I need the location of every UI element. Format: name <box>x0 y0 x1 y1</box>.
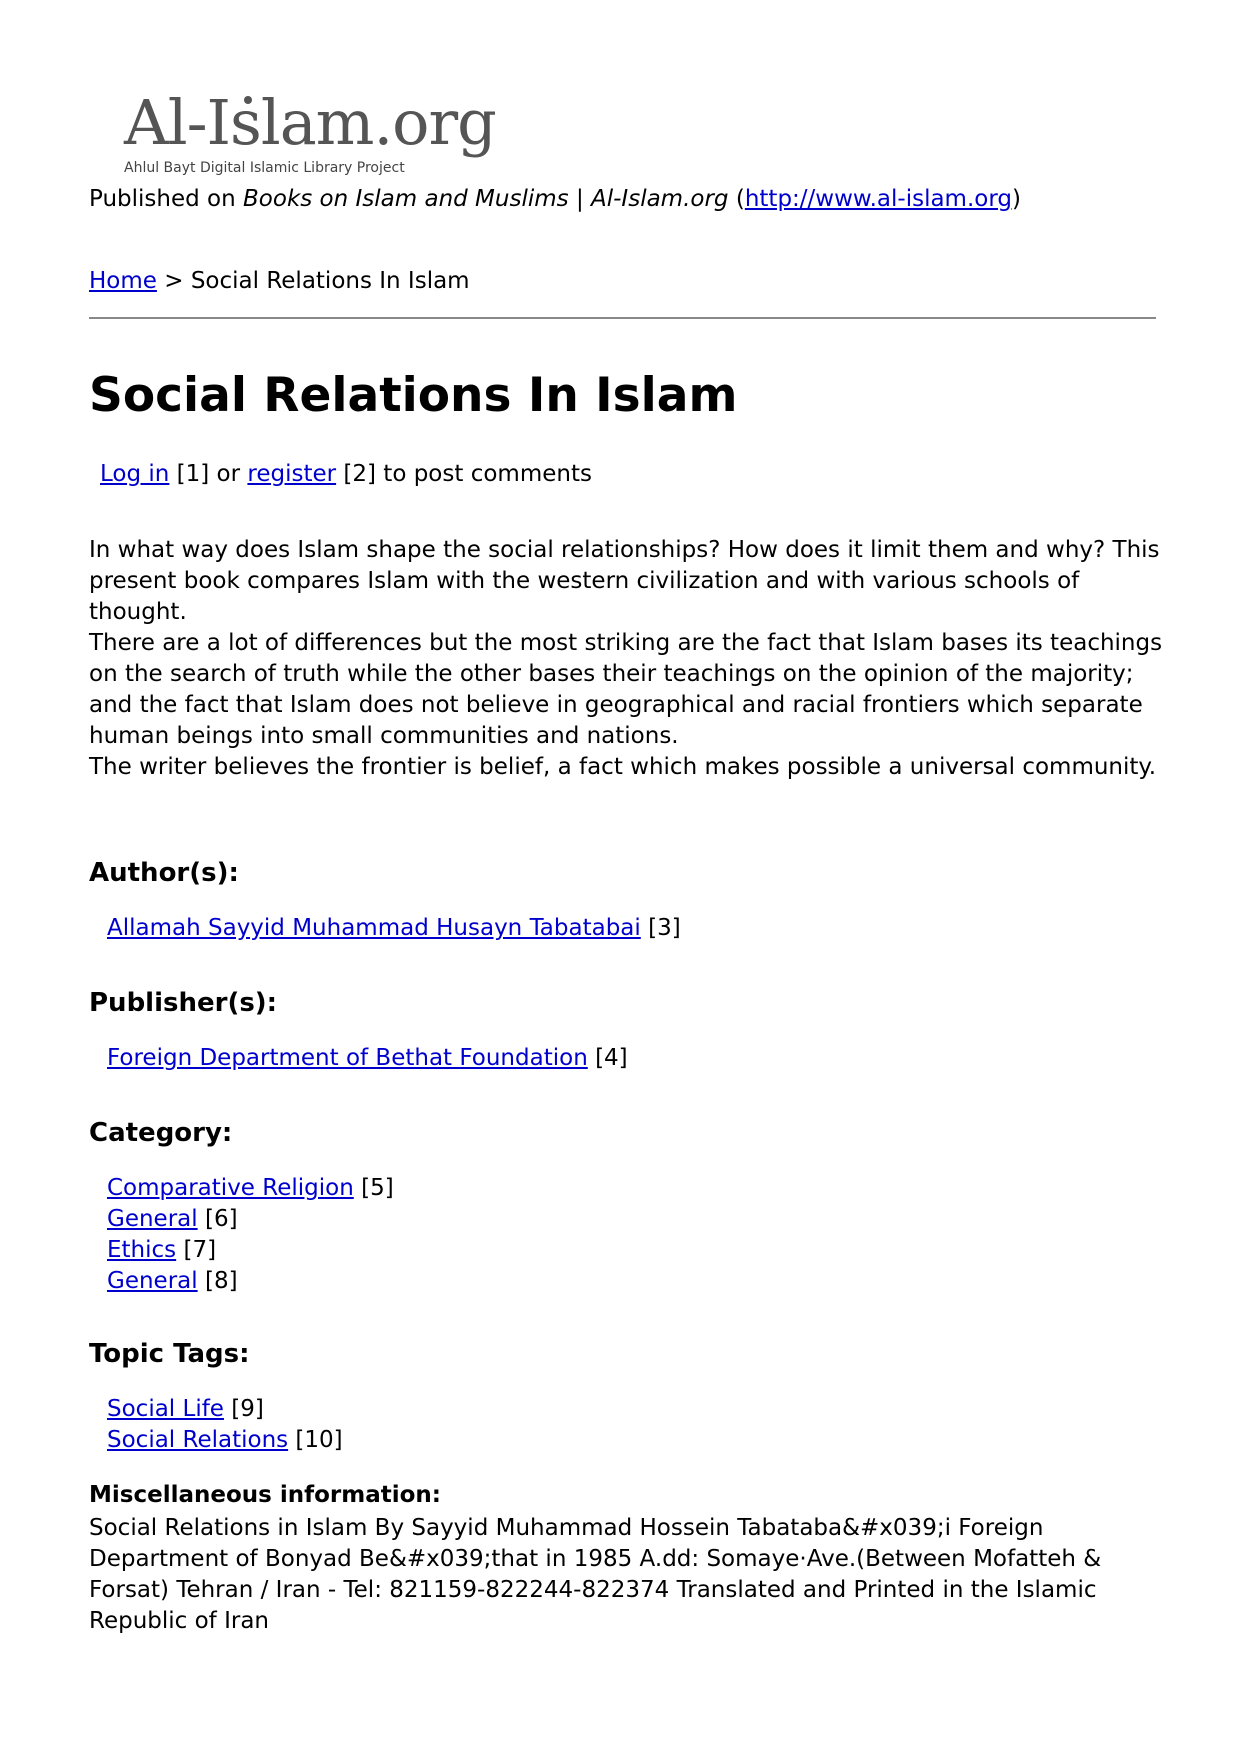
published-close-paren: ) <box>1012 186 1021 212</box>
publishers-heading: Publisher(s): <box>89 988 278 1018</box>
breadcrumb <box>89 268 470 294</box>
category-ref: [8] <box>197 1268 238 1294</box>
site-url-link[interactable]: http://www.al-islam.org <box>744 186 1013 212</box>
list-item <box>107 1266 394 1297</box>
misc-body: Social Relations in Islam By Sayyid Muhammad Hossein Tabataba&#x039;i Foreign Department of Bonyad Be&#x039;that in 1985 A.dd: Somaye·Ave.(Between Mofatteh & Forsat) Tehran / Iran - Tel: 821159-822244-822374 Translated and Printed in the Islamic Republic of Iran <box>89 1515 1102 1634</box>
topic-tag-link[interactable]: Social Relations <box>107 1427 289 1453</box>
published-line <box>89 186 1021 212</box>
topic-tags-heading: Topic Tags: <box>89 1339 250 1369</box>
page-title: Social Relations In Islam <box>89 368 738 423</box>
category-link[interactable]: Ethics <box>107 1237 177 1263</box>
site-logo[interactable] <box>118 86 496 182</box>
publisher-ref: [4] <box>587 1045 628 1071</box>
category-ref: [5] <box>353 1175 394 1201</box>
author-ref: [3] <box>640 915 681 941</box>
description-paragraph: There are a lot of differences but the most striking are the fact that Islam bases its teachings on the search of truth while the other bases their teachings on the opinion of the majority; and the fact that Islam does not believe in geographical and racial frontiers which separate human beings into small communities and nations. <box>89 630 1163 749</box>
publishers-list <box>107 1043 628 1074</box>
list-item <box>107 1425 343 1456</box>
login-link[interactable]: Log in <box>100 461 170 487</box>
header-divider <box>89 317 1156 319</box>
published-site: Books on Islam and Muslims | Al-Islam.org <box>243 186 729 212</box>
list-item <box>107 1235 394 1266</box>
description-paragraph: The writer believes the frontier is belief, a fact which makes possible a universal community. <box>89 754 1157 780</box>
category-heading: Category: <box>89 1118 233 1148</box>
list-item <box>107 1204 394 1235</box>
author-link[interactable]: Allamah Sayyid Muhammad Husayn Tabatabai <box>107 915 641 941</box>
topic-tag-ref: [9] <box>223 1396 264 1422</box>
list-item <box>107 1043 628 1074</box>
misc-heading: Miscellaneous information: <box>89 1482 441 1508</box>
topic-tag-ref: [10] <box>288 1427 343 1453</box>
list-item <box>107 1173 394 1204</box>
list-item <box>107 913 681 944</box>
category-link[interactable]: General <box>107 1268 198 1294</box>
topic-tags-list <box>107 1394 343 1456</box>
logo-name: Al-Islam.org <box>124 86 496 159</box>
publisher-link[interactable]: Foreign Department of Bethat Foundation <box>107 1045 588 1071</box>
authors-list <box>107 913 681 944</box>
authors-heading: Author(s): <box>89 858 239 888</box>
breadcrumb-separator: > <box>156 268 191 294</box>
logo-tagline: Ahlul Bayt Digital Islamic Library Project <box>124 160 405 176</box>
comment-login-line <box>100 461 592 487</box>
list-item <box>107 1394 343 1425</box>
register-ref: [2] to post comments <box>336 461 592 487</box>
published-prefix: Published on <box>89 186 244 212</box>
category-ref: [7] <box>176 1237 217 1263</box>
category-link[interactable]: General <box>107 1206 198 1232</box>
category-link[interactable]: Comparative Religion <box>107 1175 354 1201</box>
breadcrumb-home-link[interactable]: Home <box>89 268 157 294</box>
login-ref: [1] or <box>169 461 248 487</box>
category-ref: [6] <box>197 1206 238 1232</box>
topic-tag-link[interactable]: Social Life <box>107 1396 224 1422</box>
category-list <box>107 1173 394 1297</box>
register-link[interactable]: register <box>247 461 337 487</box>
published-open-paren: ( <box>728 186 745 212</box>
breadcrumb-current: Social Relations In Islam <box>190 268 470 294</box>
book-description <box>89 535 1169 783</box>
description-paragraph: In what way does Islam shape the social relationships? How does it limit them and why? This present book compares Islam with the western civilization and with various schools of thought. <box>89 537 1160 625</box>
